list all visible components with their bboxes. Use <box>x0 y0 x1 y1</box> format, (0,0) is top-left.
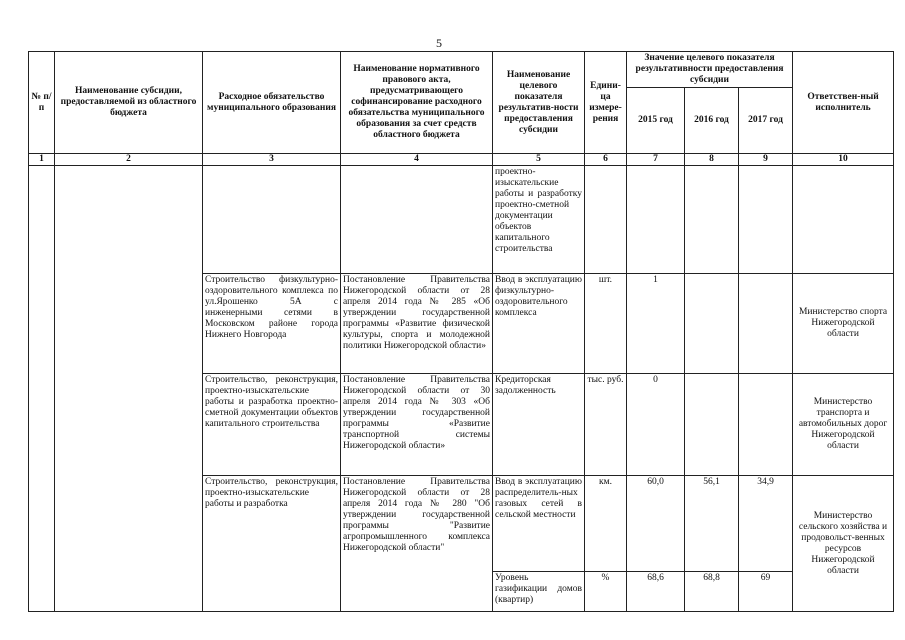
cell-act: Постановление Правительства Нижегородской области от 28 апреля 2014 года № 285 «Об утверждении государственной программы «Развитие физической культуры, спорта и молодежной политики Нижегородской области» <box>341 274 493 374</box>
cell-2016 <box>685 274 739 374</box>
header-indicator: Наименование целевого показателя результатив-ности предоставления субсидии <box>493 52 585 154</box>
table-row <box>29 166 894 274</box>
cell-obligation <box>203 166 341 274</box>
cell-2017 <box>739 274 793 374</box>
cell-unit: шт. <box>585 274 627 374</box>
column-number: 9 <box>739 154 793 166</box>
cell-2015 <box>627 166 685 274</box>
column-number: 2 <box>55 154 203 166</box>
cell-unit: % <box>585 572 627 612</box>
cell-executor: Министерство сельского хозяйства и продовольст-венных ресурсов Нижегородской области <box>793 476 894 612</box>
header-legal-act: Наименование нормативного правового акта, предусматривающего софинансирование расходного обязательства муниципального образования за счет средств областного бюджета <box>341 52 493 154</box>
column-number: 6 <box>585 154 627 166</box>
subsidy-table <box>28 51 894 612</box>
column-number: 4 <box>341 154 493 166</box>
header-target-values: Значение целевого показателя результативности предоставления субсидии <box>627 52 793 88</box>
cell-2017: 69 <box>739 572 793 612</box>
cell-executor <box>793 166 894 274</box>
cell-act: Постановление Правительства Нижегородской области от 30 апреля 2014 года № 303 «Об утверждении государственной программы «Развитие транспортной системы Нижегородской области» <box>341 374 493 476</box>
header-executor: Ответствен-ный исполнитель <box>793 52 894 154</box>
cell-indicator: Ввод в эксплуатацию физкультурно-оздоровительного комплекса <box>493 274 585 374</box>
column-number: 10 <box>793 154 894 166</box>
cell-subsidy <box>55 166 203 612</box>
cell-obligation: Строительство физкультурно-оздоровительного комплекса по ул.Ярошенко 5А с инженерными сетями в Московском районе города Нижнего Новгорода <box>203 274 341 374</box>
page-number: 5 <box>436 36 442 50</box>
column-number-row <box>29 154 894 166</box>
cell-executor: Министерство транспорта и автомобильных дорог Нижегородской области <box>793 374 894 476</box>
cell-obligation: Строительство, реконструкция, проектно-изыскательские работы и разработка проектно-сметной документации объектов капитального строительства <box>203 374 341 476</box>
cell-obligation: Строительство, реконструкция, проектно-изыскательские работы и разработка <box>203 476 341 612</box>
cell-number <box>29 166 55 612</box>
column-number: 5 <box>493 154 585 166</box>
cell-indicator: проектно-изыскательские работы и разработку проектно-сметной документации объектов капитального строительства <box>493 166 585 274</box>
cell-executor: Министерство спорта Нижегородской области <box>793 274 894 374</box>
header-2016: 2016 год <box>685 88 739 154</box>
header-subsidy-name: Наименование субсидии, предоставляемой из областного бюджета <box>55 52 203 154</box>
cell-2015: 1 <box>627 274 685 374</box>
header-number: № п/п <box>29 52 55 154</box>
header-obligation: Расходное обязательство муниципального образования <box>203 52 341 154</box>
cell-indicator: Ввод в эксплуатацию распределитель-ных газовых сетей в сельской местности <box>493 476 585 572</box>
cell-2015: 60,0 <box>627 476 685 572</box>
cell-unit: км. <box>585 476 627 572</box>
header-2017: 2017 год <box>739 88 793 154</box>
cell-unit <box>585 166 627 274</box>
cell-2017: 34,9 <box>739 476 793 572</box>
cell-indicator: Уровень газификации домов (квартир) <box>493 572 585 612</box>
column-number: 8 <box>685 154 739 166</box>
cell-indicator: Кредиторская задолженность <box>493 374 585 476</box>
cell-act: Постановление Правительства Нижегородской области от 28 апреля 2014 года № 280 "Об утверждении государственной программы "Развитие агропромышленного комплекса Нижегородской области" <box>341 476 493 612</box>
cell-2015: 68,6 <box>627 572 685 612</box>
cell-2017 <box>739 374 793 476</box>
column-number: 1 <box>29 154 55 166</box>
cell-2016: 68,8 <box>685 572 739 612</box>
cell-2015: 0 <box>627 374 685 476</box>
cell-2016 <box>685 374 739 476</box>
column-number: 7 <box>627 154 685 166</box>
header-2015: 2015 год <box>627 88 685 154</box>
header-unit: Едини-ца измере-рения <box>585 52 627 154</box>
cell-act <box>341 166 493 274</box>
column-number: 3 <box>203 154 341 166</box>
cell-2017 <box>739 166 793 274</box>
cell-2016: 56,1 <box>685 476 739 572</box>
cell-unit: тыс. руб. <box>585 374 627 476</box>
cell-2016 <box>685 166 739 274</box>
